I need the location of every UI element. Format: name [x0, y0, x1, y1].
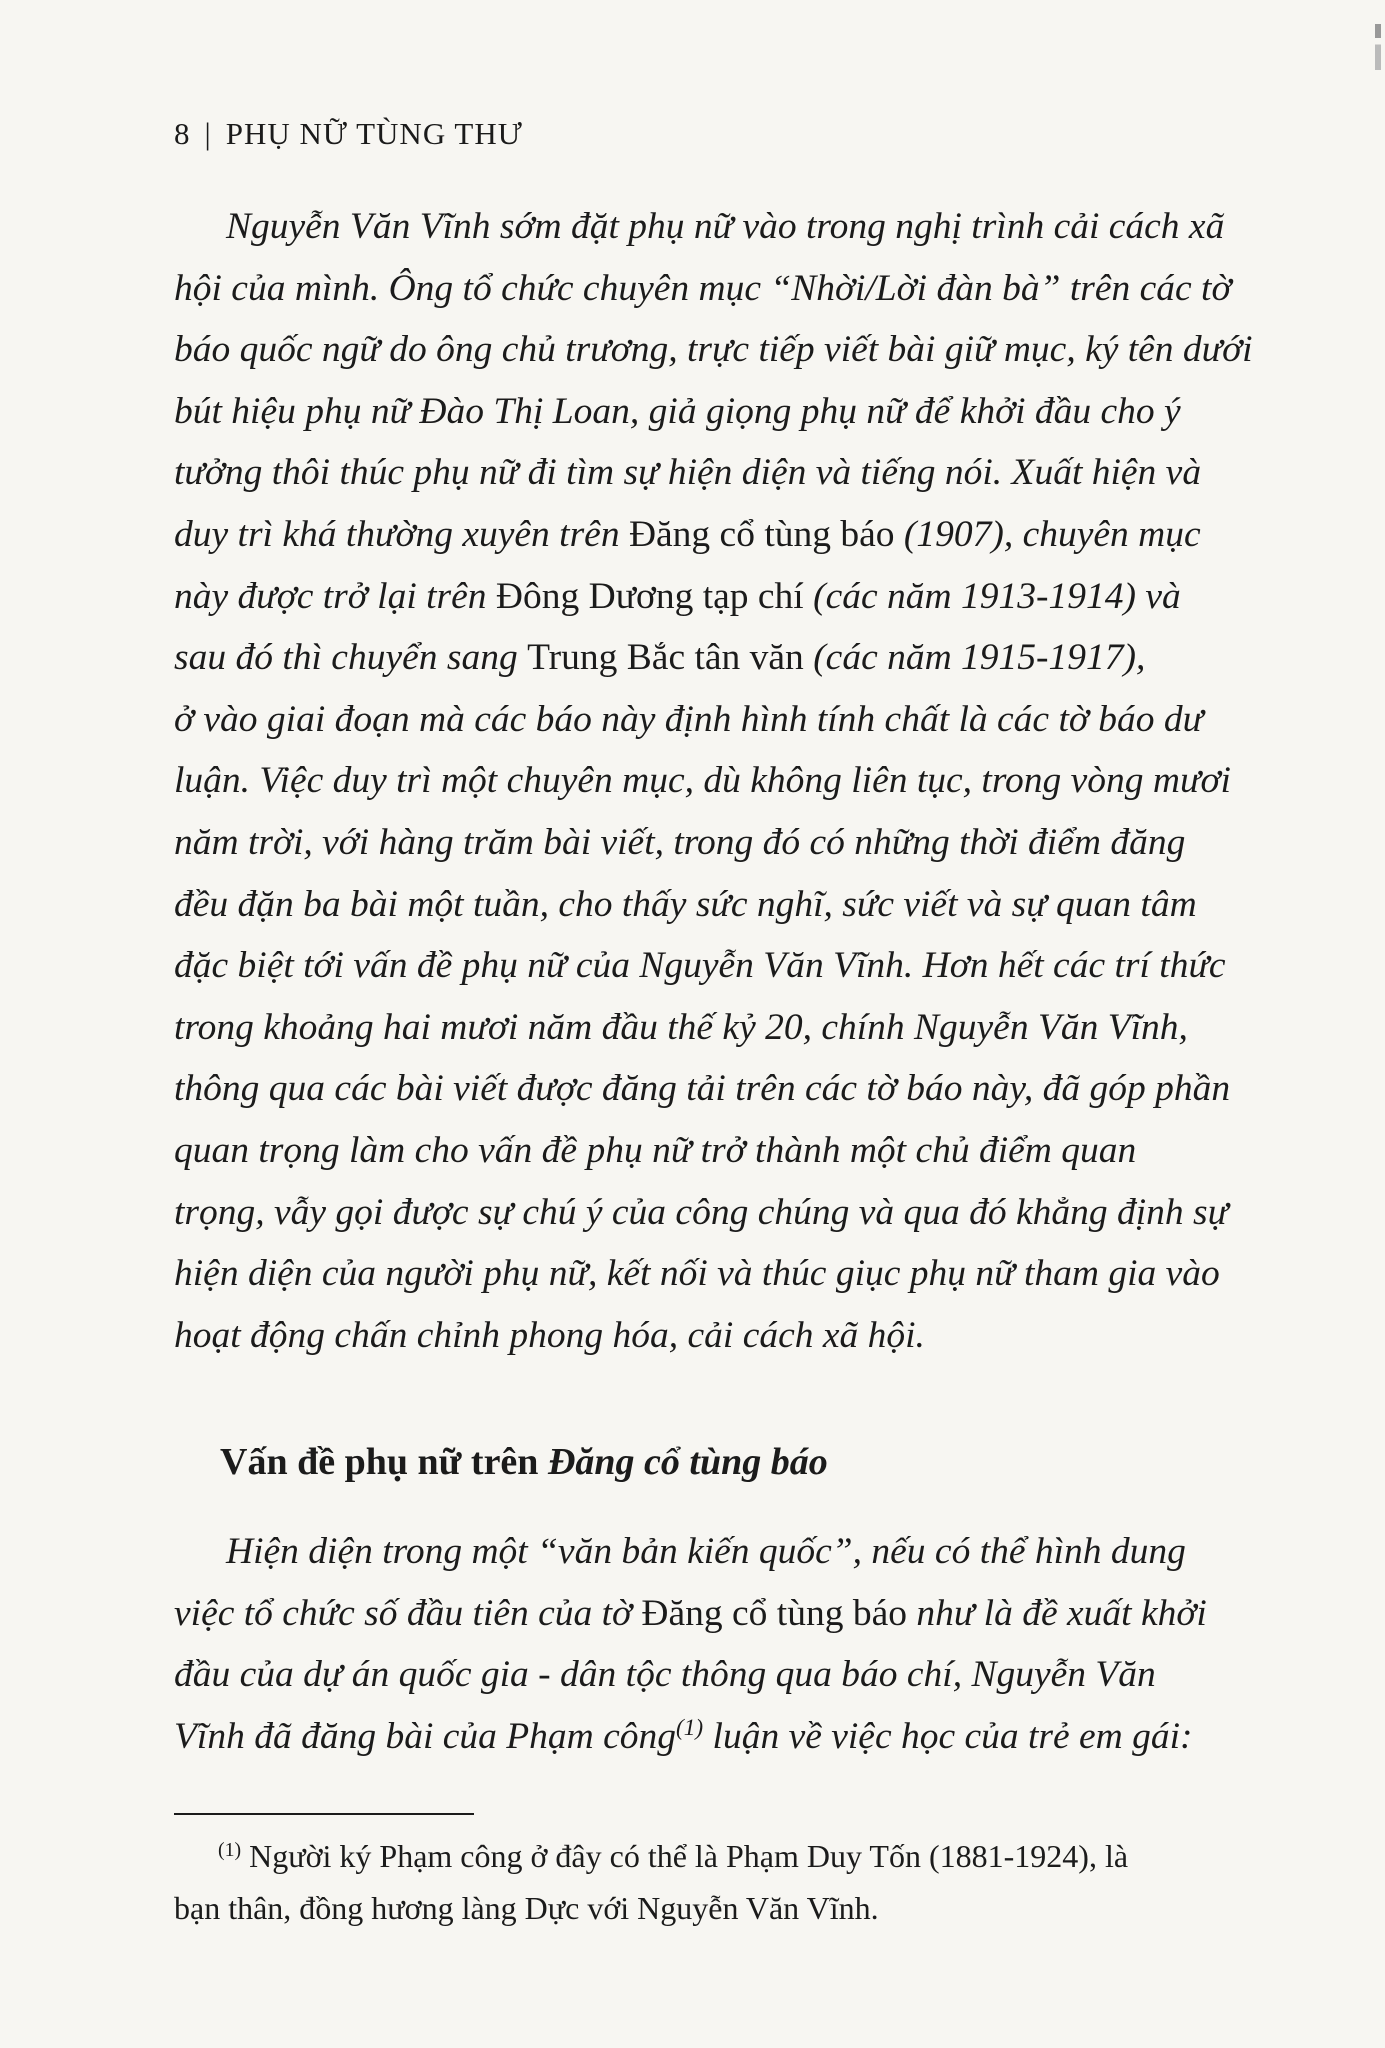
- running-head: [174, 116, 523, 152]
- footnote-rule: [174, 1813, 474, 1815]
- text-run: luận về việc học của trẻ em gái:: [703, 1715, 1193, 1757]
- text-run: (các năm 1913-1914) và: [803, 575, 1181, 617]
- footnote-marker: (1): [218, 1839, 242, 1862]
- text-line: báo quốc ngữ do ông chủ trương, trực tiếp viết bài giữ mục, ký tên dưới: [174, 329, 1253, 371]
- text-line: bút hiệu phụ nữ Đào Thị Loan, giả giọng phụ nữ để khởi đầu cho ý: [174, 390, 1181, 432]
- newspaper-title: Đăng cổ tùng báo: [641, 1592, 907, 1634]
- text-run: như là đề xuất khởi: [906, 1592, 1207, 1634]
- footnote-text: Người ký Phạm công ở đây có thể là Phạm Duy Tốn (1881-1924), là: [241, 1838, 1129, 1874]
- text-line: trọng, vẫy gọi được sự chú ý của công chúng và qua đó khẳng định sự: [174, 1191, 1229, 1233]
- text-run: duy trì khá thường xuyên trên: [174, 513, 629, 555]
- text-line: trong khoảng hai mươi năm đầu thế kỷ 20, chính Nguyễn Văn Vĩnh,: [174, 1006, 1188, 1048]
- text-line: luận. Việc duy trì một chuyên mục, dù không liên tục, trong vòng mươi: [174, 760, 1231, 802]
- text-line: đều đặn ba bài một tuần, cho thấy sức nghĩ, sức viết và sự quan tâm: [174, 883, 1197, 925]
- scan-edge-mark: [1375, 24, 1381, 70]
- running-head-separator: |: [204, 116, 212, 151]
- text-line: [174, 566, 1304, 628]
- paragraph-1: [174, 196, 1304, 1366]
- paragraph-2: [174, 1521, 1304, 1767]
- footnote-line: bạn thân, đồng hương làng Dực với Nguyễn Văn Vĩnh.: [174, 1890, 879, 1926]
- text-line: đầu của dự án quốc gia - dân tộc thông qua báo chí, Nguyễn Văn: [174, 1654, 1156, 1696]
- heading-text: Vấn đề phụ nữ trên: [220, 1441, 548, 1483]
- text-line: đặc biệt tới vấn đề phụ nữ của Nguyễn Văn Vĩnh. Hơn hết các trí thức: [174, 945, 1226, 987]
- text-run: (1907), chuyên mục: [894, 513, 1201, 555]
- heading-newspaper-title: Đăng cổ tùng báo: [547, 1441, 828, 1483]
- footnote-line: [174, 1830, 1314, 1882]
- text-line: hiện diện của người phụ nữ, kết nối và thúc giục phụ nữ tham gia vào: [174, 1253, 1220, 1295]
- page-number: 8: [174, 116, 191, 151]
- text-line: [174, 627, 1304, 689]
- newspaper-title: Trung Bắc tân văn: [527, 637, 804, 679]
- text-run: Vĩnh đã đăng bài của Phạm công: [174, 1715, 677, 1757]
- newspaper-title: Đăng cổ tùng báo: [628, 513, 895, 555]
- text-line: tưởng thôi thúc phụ nữ đi tìm sự hiện diện và tiếng nói. Xuất hiện và: [174, 452, 1202, 494]
- text-line: [174, 1706, 1304, 1768]
- text-line: năm trời, với hàng trăm bài viết, trong đó có những thời điểm đăng: [174, 821, 1186, 863]
- text-line: hoạt động chấn chỉnh phong hóa, cải cách xã hội.: [174, 1314, 925, 1356]
- text-line: [174, 1583, 1304, 1645]
- text-line: Nguyễn Văn Vĩnh sớm đặt phụ nữ vào trong nghị trình cải cách xã: [226, 206, 1225, 247]
- text-run: sau đó thì chuyển sang: [174, 637, 528, 679]
- book-title: PHỤ NỮ TÙNG THƯ: [225, 116, 523, 151]
- text-line: hội của mình. Ông tổ chức chuyên mục “Nhời/Lời đàn bà” trên các tờ: [174, 267, 1232, 309]
- text-line: [174, 504, 1304, 566]
- text-line: thông qua các bài viết được đăng tải trên các tờ báo này, đã góp phần: [174, 1068, 1231, 1110]
- text-line: ở vào giai đoạn mà các báo này định hình tính chất là các tờ báo dư: [174, 698, 1204, 740]
- footnote: [174, 1830, 1314, 1934]
- text-line: quan trọng làm cho vấn đề phụ nữ trở thành một chủ điểm quan: [174, 1129, 1137, 1171]
- text-run: (các năm 1915-1917),: [803, 637, 1146, 679]
- text-run: việc tổ chức số đầu tiên của tờ: [174, 1592, 642, 1634]
- text-line: Hiện diện trong một “văn bản kiến quốc”, nếu có thể hình dung: [226, 1531, 1186, 1572]
- text-run: này được trở lại trên: [174, 575, 496, 617]
- section-heading: [220, 1440, 828, 1484]
- footnote-reference[interactable]: (1): [676, 1715, 704, 1741]
- newspaper-title: Đông Dương tạp chí: [495, 575, 804, 617]
